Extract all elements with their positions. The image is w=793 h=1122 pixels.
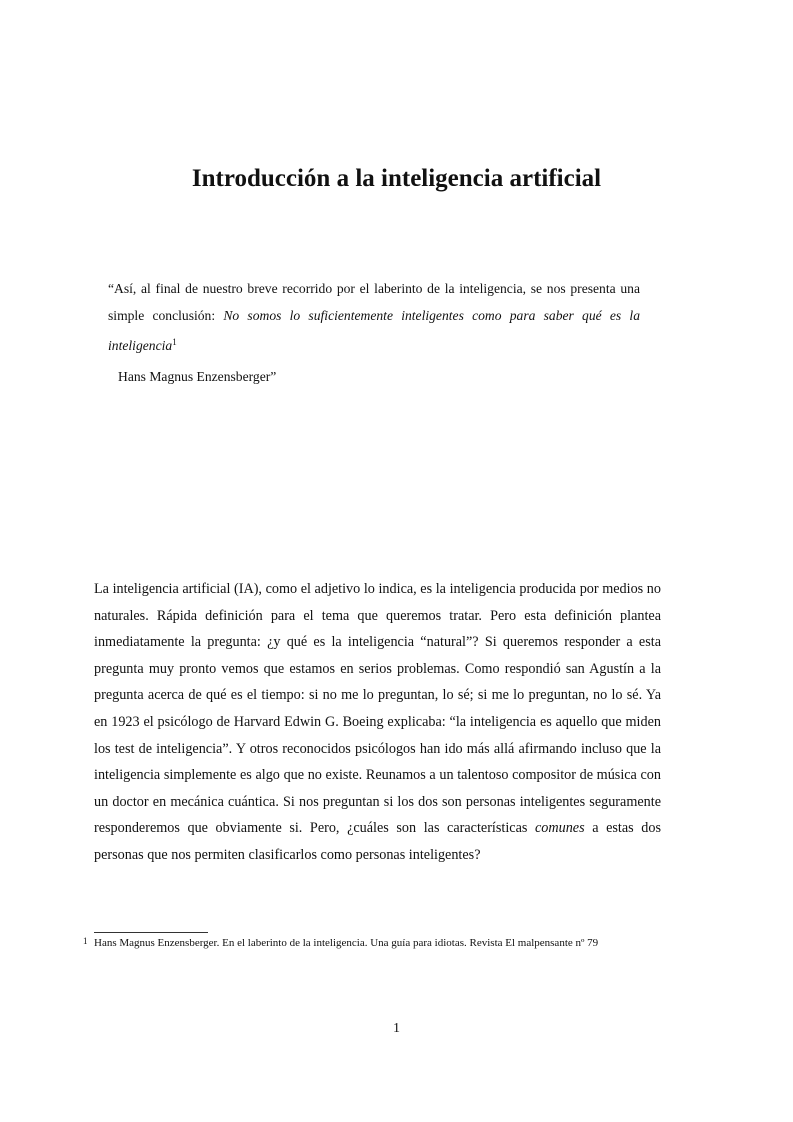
footnote-text: Hans Magnus Enzensberger. En el laberinto de la inteligencia. Una guía para idiotas. Revista El malpensante nº 79 xyxy=(94,937,599,949)
paragraph-italic-word: comunes xyxy=(534,820,585,837)
epigraph xyxy=(108,276,640,390)
footnote xyxy=(83,935,663,951)
epigraph-italic-text: No somos lo suficientemente inteligentes como para saber qué es la inteligencia xyxy=(108,307,640,354)
paragraph-text-part1: La inteligencia artificial (IA), como el adjetivo lo indica, es la inteligencia producida por medios no naturales. Rápida definición para el tema que queremos tratar. Pero esta definición plantea inmediatamente la pregunta: ¿y qué es la inteligencia “natural”? Si queremos responder a esta pregunta muy pronto vemos que estamos en serios problemas. Como respondió san Agustín a la pregunta acerca de qué es el tiempo: si no me lo preguntan, lo sé; si me lo preguntan, no lo sé. Ya en 1923 el psicólogo de Harvard Edwin G. Boeing explicaba: “la inteligencia es aquello que miden los test de inteligencia”. Y otros reconocidos psicólogos han ido más allá afirmando incluso que la inteligencia simplemente es algo que no existe. Reunamos a un talentoso compositor de música con un doctor en mecánica cuántica. Si nos preguntan si los dos son personas inteligentes seguramente responderemos que obviamente si. Pero, ¿cuáles son las características xyxy=(94,581,661,837)
epigraph-open-text: “Así, al final de nuestro breve recorrido por el laberinto de la inteligencia, se nos presenta una simple conclusión: xyxy=(108,281,640,323)
footnote-mark: 1 xyxy=(83,936,88,946)
epigraph-text xyxy=(108,276,640,360)
page-title: Introducción a la inteligencia artificial xyxy=(191,165,602,192)
page-number: 1 xyxy=(393,1021,400,1036)
footnote-rule xyxy=(94,932,208,933)
epigraph-author: Hans Magnus Enzensberger” xyxy=(118,368,277,384)
footnote-reference[interactable]: 1 xyxy=(172,337,177,348)
body-paragraph xyxy=(94,576,661,869)
paragraph-text-part2: a estas dos personas que nos permiten clasificarlos como personas inteligentes? xyxy=(94,820,661,863)
